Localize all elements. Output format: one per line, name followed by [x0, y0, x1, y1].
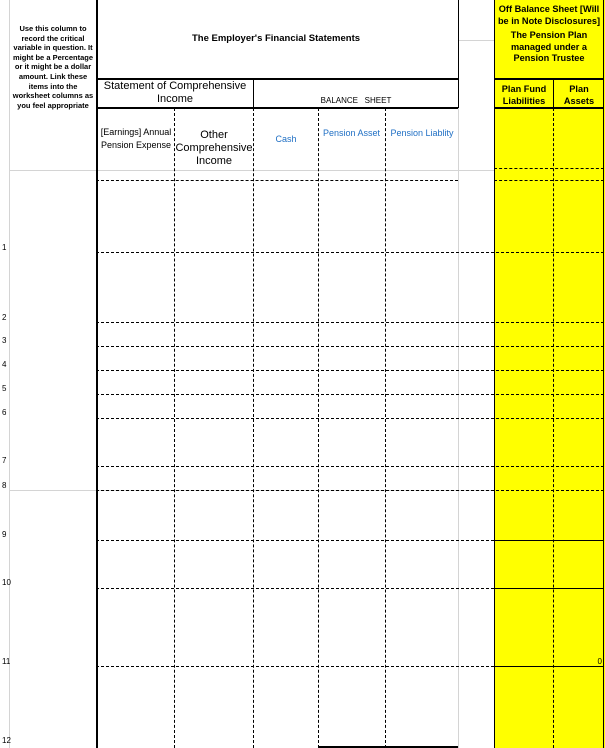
statement-title: Statement of Comprehensive Income [103, 80, 247, 105]
off-balance-title-text: Off Balance Sheet [Will be in Note Disclosures] [497, 4, 601, 26]
col-line [174, 108, 175, 748]
row-line [96, 346, 604, 347]
grid-col-line [458, 0, 459, 748]
row-line [494, 666, 604, 667]
grid-row-line [458, 40, 494, 41]
col-header-plan-assets[interactable]: Plan Assets [563, 84, 595, 106]
col-header-pension-liability[interactable]: Pension Liablity [390, 128, 454, 138]
row-number[interactable]: 2 [2, 313, 7, 322]
row-line [96, 490, 604, 491]
row-line [96, 322, 604, 323]
left-border [96, 0, 98, 748]
row-number[interactable]: 5 [2, 384, 7, 393]
col-line [553, 108, 554, 748]
col-header-pension-asset[interactable]: Pension Asset [322, 128, 381, 138]
off-balance-subtitle: The Pension Plan managed under a Pension Trustee [510, 30, 588, 63]
col-header-earnings[interactable]: [Earnings] Annual Pension Expense [100, 127, 172, 150]
row-line [96, 394, 604, 395]
row-line [494, 588, 604, 589]
row-line [96, 588, 494, 589]
plan-assets-cell-value[interactable]: 0 [597, 657, 602, 666]
row-number[interactable]: 3 [2, 336, 7, 345]
instructions-note: Use this column to record the critical variable in question. It might be a Percentage or it might be a dollar amount. Link these items into the worksheet columns as you feel appropriate [12, 24, 94, 110]
row-line [494, 168, 604, 169]
col-line [318, 108, 319, 748]
main-title: The Employer's Financial Statements [191, 33, 361, 44]
row-line [96, 666, 494, 667]
row-line [96, 180, 458, 181]
row-line [96, 418, 604, 419]
row-number[interactable]: 12 [2, 736, 11, 745]
row-number[interactable]: 8 [2, 481, 7, 490]
grid-col-line [9, 0, 10, 748]
col-line [253, 108, 254, 748]
off-balance-region [494, 0, 605, 748]
row-number[interactable]: 6 [2, 408, 7, 417]
row-line [96, 252, 604, 253]
row-number[interactable]: 7 [2, 456, 7, 465]
header-divider [96, 107, 458, 109]
row-number[interactable]: 9 [2, 530, 7, 539]
col-header-oci[interactable]: Other Comprehensive Income [175, 129, 253, 167]
right-header-border [458, 0, 459, 108]
row-line [96, 540, 494, 541]
off-balance-divider [494, 107, 604, 109]
balance-sheet-title: BALANCE SHEET [320, 96, 392, 105]
row-number[interactable]: 4 [2, 360, 7, 369]
row-line [96, 466, 604, 467]
col-line [553, 80, 554, 108]
row-line [96, 370, 604, 371]
yellow-left-border [494, 0, 495, 748]
off-balance-title [496, 4, 602, 65]
off-balance-divider [494, 78, 604, 80]
col-header-cash[interactable]: Cash [275, 134, 297, 144]
row-number[interactable]: 11 [2, 657, 11, 666]
row-number[interactable]: 1 [2, 243, 7, 252]
col-line [385, 108, 386, 748]
grid-row-line [9, 170, 494, 171]
row-line [494, 180, 604, 181]
yellow-right-border [603, 0, 604, 748]
col-header-plan-fund-liabilities[interactable]: Plan Fund Liabilities [501, 84, 547, 106]
row-line [494, 540, 604, 541]
row-number[interactable]: 10 [2, 578, 11, 587]
